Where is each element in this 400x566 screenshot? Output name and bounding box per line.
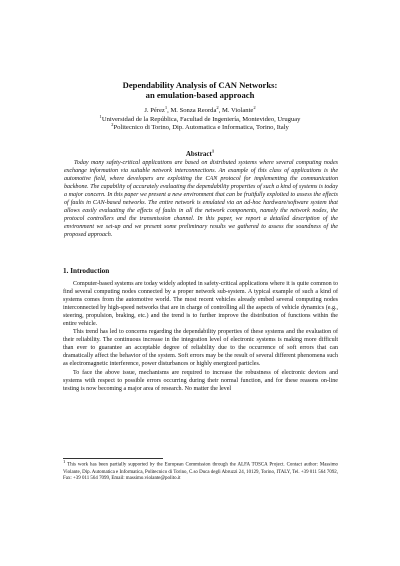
author-list	[40, 104, 360, 115]
affiliation-line	[40, 121, 360, 132]
affiliation-mark: 2	[111, 121, 114, 127]
footnote-mark: 1	[211, 148, 215, 154]
abstract-heading	[60, 150, 340, 159]
author-name: J. Pérez	[144, 107, 165, 114]
title-line-2: an emulation-based approach	[145, 90, 255, 101]
abstract-body: Today many safety-critical applications are based on distributed systems where several computing nodes exchange information via suitable network interconnections. An example of this class of applications is the automotive field, where developers are exploiting the CAN protocol for implementing the communication backbone. The capability of accurately evaluating the dependability properties of such a kind of systems is today a major concern. In this paper we present a new environment that can be fruitfully exploited to assess the effects of faults in CAN-based networks. The entire network is emulated via an ad-hoc hardware/software system that allows easily evaluating the effects of faults in all the network components, namely the network nodes, the protocol controllers and the transmission channel. In this paper, we report a detailed description of the environment we set-up and we present some preliminary results we gathered to assess the soundness of the proposed approach.	[64, 160, 338, 238]
section-heading-introduction: 1. Introduction	[63, 267, 110, 275]
body-paragraph: This trend has led to concerns regarding the dependability properties of these systems and the evaluation of their reliability. The continuous increase in the integration level of electronic systems is making more difficult than ever to guarantee an acceptable degree of reliability due to the occurrence of soft errors that can dramatically affect the behavior of the system. Soft errors may be the result of several different phenomena such as electromagnetic interference, power disturbances or highly energized particles.	[63, 329, 338, 368]
author-name: M. Sonza Reorda	[170, 107, 217, 114]
footnote-mark: 1	[63, 459, 66, 464]
affiliation-text: Politecnico di Torino, Dip. Automatica e Informatica, Torino, Italy	[113, 124, 289, 131]
affiliation-mark: 2	[216, 104, 219, 110]
body-paragraph: To face the above issue, mechanisms are required to increase the robustness of electronic devices and systems with respect to possible errors occurring during their normal function, and for these reasons on-line testing is now becoming a major area of research. No matter the level	[63, 369, 338, 392]
abstract-heading-text: Abstract	[185, 150, 212, 158]
author-separator: ,	[167, 107, 171, 114]
paper-title	[60, 80, 340, 100]
footnote-divider	[63, 458, 163, 459]
footnote-text: This work has been partially supported by the European Commission through the ALFA TOSCA Project. Contact author: Massimo Violante, Dip. Automatica e Informatica, Politecnico di Torino, C.so Duca degli Abruzzi 24, 10129, Torino, ITALY, Tel. +39 011 564 7092, Fax: +39 011 564 7099, Email: massimo.violante@polito.it	[63, 462, 338, 482]
footnote	[63, 459, 338, 483]
affiliation-line	[40, 113, 360, 124]
author-name: M. Violante	[222, 107, 254, 114]
body-paragraph: Computer-based systems are today widely adopted in safety-critical applications where it is quite common to find several computing nodes connected by a proper network sub-system. A typical example of such a kind of systems comes from the automotive world. The most recent vehicles already embed several computing nodes interconnected by high-speed networks that are in charge of controlling all the aspects of vehicle dynamics (e.g., steering, propulsion, braking, etc.) and the trend is to further improve the distribution of functions within the entire vehicle.	[63, 281, 338, 328]
affiliation-mark: 1	[164, 104, 168, 110]
affiliation-mark: 1	[99, 113, 102, 119]
introduction-body	[63, 280, 338, 393]
author-separator: ,	[218, 107, 222, 114]
affiliation-mark: 2	[253, 104, 256, 110]
affiliation-text: Universidad de la República, Facultad de Ingeniería, Montevideo, Uruguay	[101, 115, 301, 123]
title-line-1: Dependability Analysis of CAN Networks:	[122, 80, 278, 90]
